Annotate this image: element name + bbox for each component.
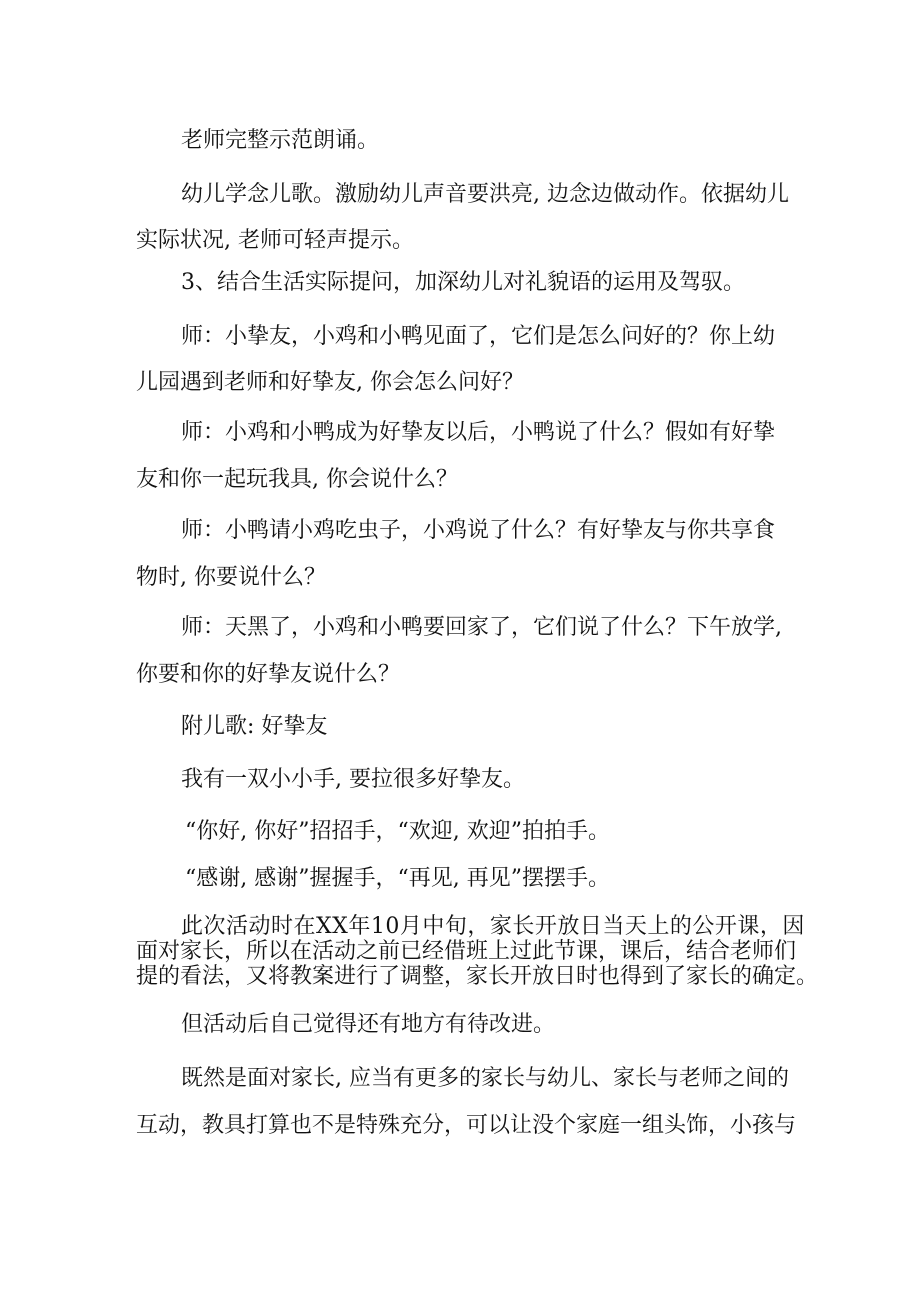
text-line-5: 师：小挚友，小鸡和小鸭见面了，它们是怎么问好的？你上幼 [181, 324, 776, 349]
text-line-14: 我有一双小小手, 要拉很多好挚友。 [181, 767, 525, 792]
text-line-9: 师：小鸭请小鸡吃虫子，小鸡说了什么？有好挚友与你共享食 [181, 518, 776, 543]
text-line-15: “你好, 你好”招招手，“欢迎, 欢迎”拍拍手。 [185, 819, 610, 844]
text-line-4: 3、结合生活实际提问，加深幼儿对礼貌语的运用及驾驭。 [181, 270, 745, 295]
text-line-2: 幼儿学念儿歌。激励幼儿声音要洪亮, 边念边做动作。依据幼儿 [181, 182, 789, 207]
text-line-22: 互动，教具打算也不是特殊充分，可以让没个家庭一组头饰，小孩与 [136, 1113, 797, 1138]
text-line-8: 友和你一起玩我具, 你会说什么？ [136, 467, 458, 492]
text-line-21: 既然是面对家长, 应当有更多的家长与幼儿、家长与老师之间的 [181, 1066, 789, 1091]
text-line-7: 师：小鸡和小鸭成为好挚友以后，小鸭说了什么？假如有好挚 [181, 420, 776, 445]
text-line-1: 老师完整示范朗诵。 [181, 128, 380, 153]
text-line-11: 师：天黑了，小鸡和小鸭要回家了，它们说了什么？下午放学, [181, 615, 782, 640]
text-line-6: 儿园遇到老师和好挚友, 你会怎么问好？ [136, 370, 524, 395]
text-line-20: 但活动后自己觉得还有地方有待改进。 [181, 1012, 556, 1037]
text-line-17: 此次活动时在XX年10月中旬，家长开放日当天上的公开课，因 [181, 914, 805, 939]
text-line-10: 物时, 你要说什么？ [136, 565, 326, 590]
text-line-3: 实际状况, 老师可轻声提示。 [136, 228, 414, 253]
text-line-12: 你要和你的好挚友说什么？ [136, 662, 401, 687]
text-line-18: 面对家长，所以在活动之前已经借班上过此节课，课后，结合老师们 [136, 939, 797, 964]
text-line-16: “感谢, 感谢”握握手，“再见, 再见”摆摆手。 [185, 866, 610, 891]
text-line-13: 附儿歌: 好挚友 [181, 714, 328, 739]
text-line-19: 提的看法，又将教案进行了调整，家长开放日时也得到了家长的确定。 [136, 964, 819, 989]
